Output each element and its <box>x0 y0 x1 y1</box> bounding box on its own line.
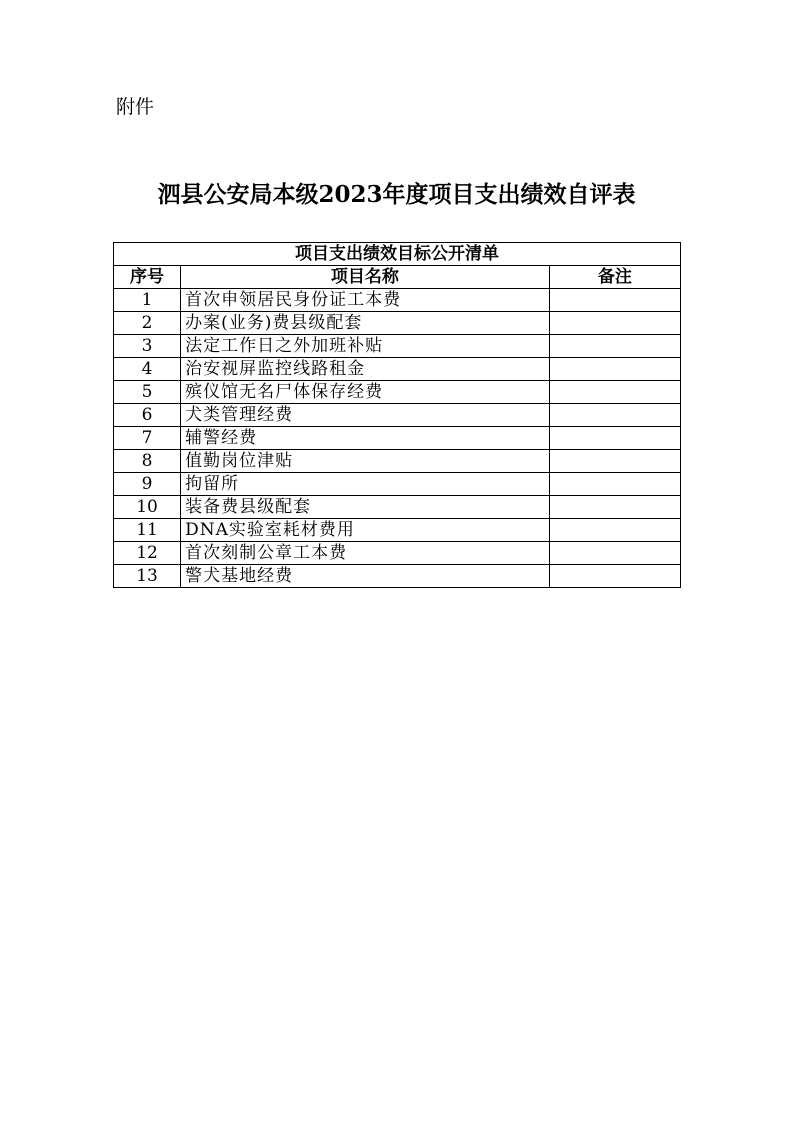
table-row <box>114 496 681 519</box>
table-row <box>114 473 681 496</box>
project-list-table <box>113 242 681 588</box>
row-note <box>549 335 680 358</box>
table-row <box>114 358 681 381</box>
row-note <box>549 381 680 404</box>
row-project-name: 拘留所 <box>181 473 550 496</box>
row-note <box>549 358 680 381</box>
table-row <box>114 312 681 335</box>
row-project-name: 首次刻制公章工本费 <box>181 542 550 565</box>
row-no: 9 <box>114 473 181 496</box>
row-project-name: 辅警经费 <box>181 427 550 450</box>
header-project-name: 项目名称 <box>181 266 550 289</box>
row-no: 10 <box>114 496 181 519</box>
table-row <box>114 381 681 404</box>
row-project-name: 犬类管理经费 <box>181 404 550 427</box>
row-no: 8 <box>114 450 181 473</box>
table-row <box>114 289 681 312</box>
row-project-name: 办案(业务)费县级配套 <box>181 312 550 335</box>
row-no: 4 <box>114 358 181 381</box>
row-note <box>549 450 680 473</box>
row-note <box>549 312 680 335</box>
row-no: 1 <box>114 289 181 312</box>
row-project-name: 首次申领居民身份证工本费 <box>181 289 550 312</box>
table-caption: 项目支出绩效目标公开清单 <box>114 243 681 266</box>
row-note <box>549 542 680 565</box>
table-row <box>114 519 681 542</box>
row-project-name: 殡仪馆无名尸体保存经费 <box>181 381 550 404</box>
table-row <box>114 404 681 427</box>
table-row <box>114 427 681 450</box>
table-row <box>114 335 681 358</box>
row-project-name: 装备费县级配套 <box>181 496 550 519</box>
row-note <box>549 404 680 427</box>
row-no: 2 <box>114 312 181 335</box>
table-caption-row <box>114 243 681 266</box>
row-project-name: DNA实验室耗材费用 <box>181 519 550 542</box>
row-no: 3 <box>114 335 181 358</box>
row-note <box>549 427 680 450</box>
row-note <box>549 496 680 519</box>
row-note <box>549 289 680 312</box>
row-no: 12 <box>114 542 181 565</box>
table-row <box>114 450 681 473</box>
row-no: 7 <box>114 427 181 450</box>
row-project-name: 值勤岗位津贴 <box>181 450 550 473</box>
row-note <box>549 565 680 588</box>
row-note <box>549 519 680 542</box>
table-row <box>114 542 681 565</box>
header-note: 备注 <box>549 266 680 289</box>
table-row <box>114 565 681 588</box>
row-project-name: 治安视屏监控线路租金 <box>181 358 550 381</box>
row-no: 13 <box>114 565 181 588</box>
table-header-row <box>114 266 681 289</box>
row-note <box>549 473 680 496</box>
document-title: 泗县公安局本级2023年度项目支出绩效自评表 <box>157 181 636 208</box>
attachment-label: 附件 <box>116 96 155 118</box>
header-no: 序号 <box>114 266 181 289</box>
row-no: 11 <box>114 519 181 542</box>
row-no: 6 <box>114 404 181 427</box>
row-no: 5 <box>114 381 181 404</box>
row-project-name: 法定工作日之外加班补贴 <box>181 335 550 358</box>
row-project-name: 警犬基地经费 <box>181 565 550 588</box>
